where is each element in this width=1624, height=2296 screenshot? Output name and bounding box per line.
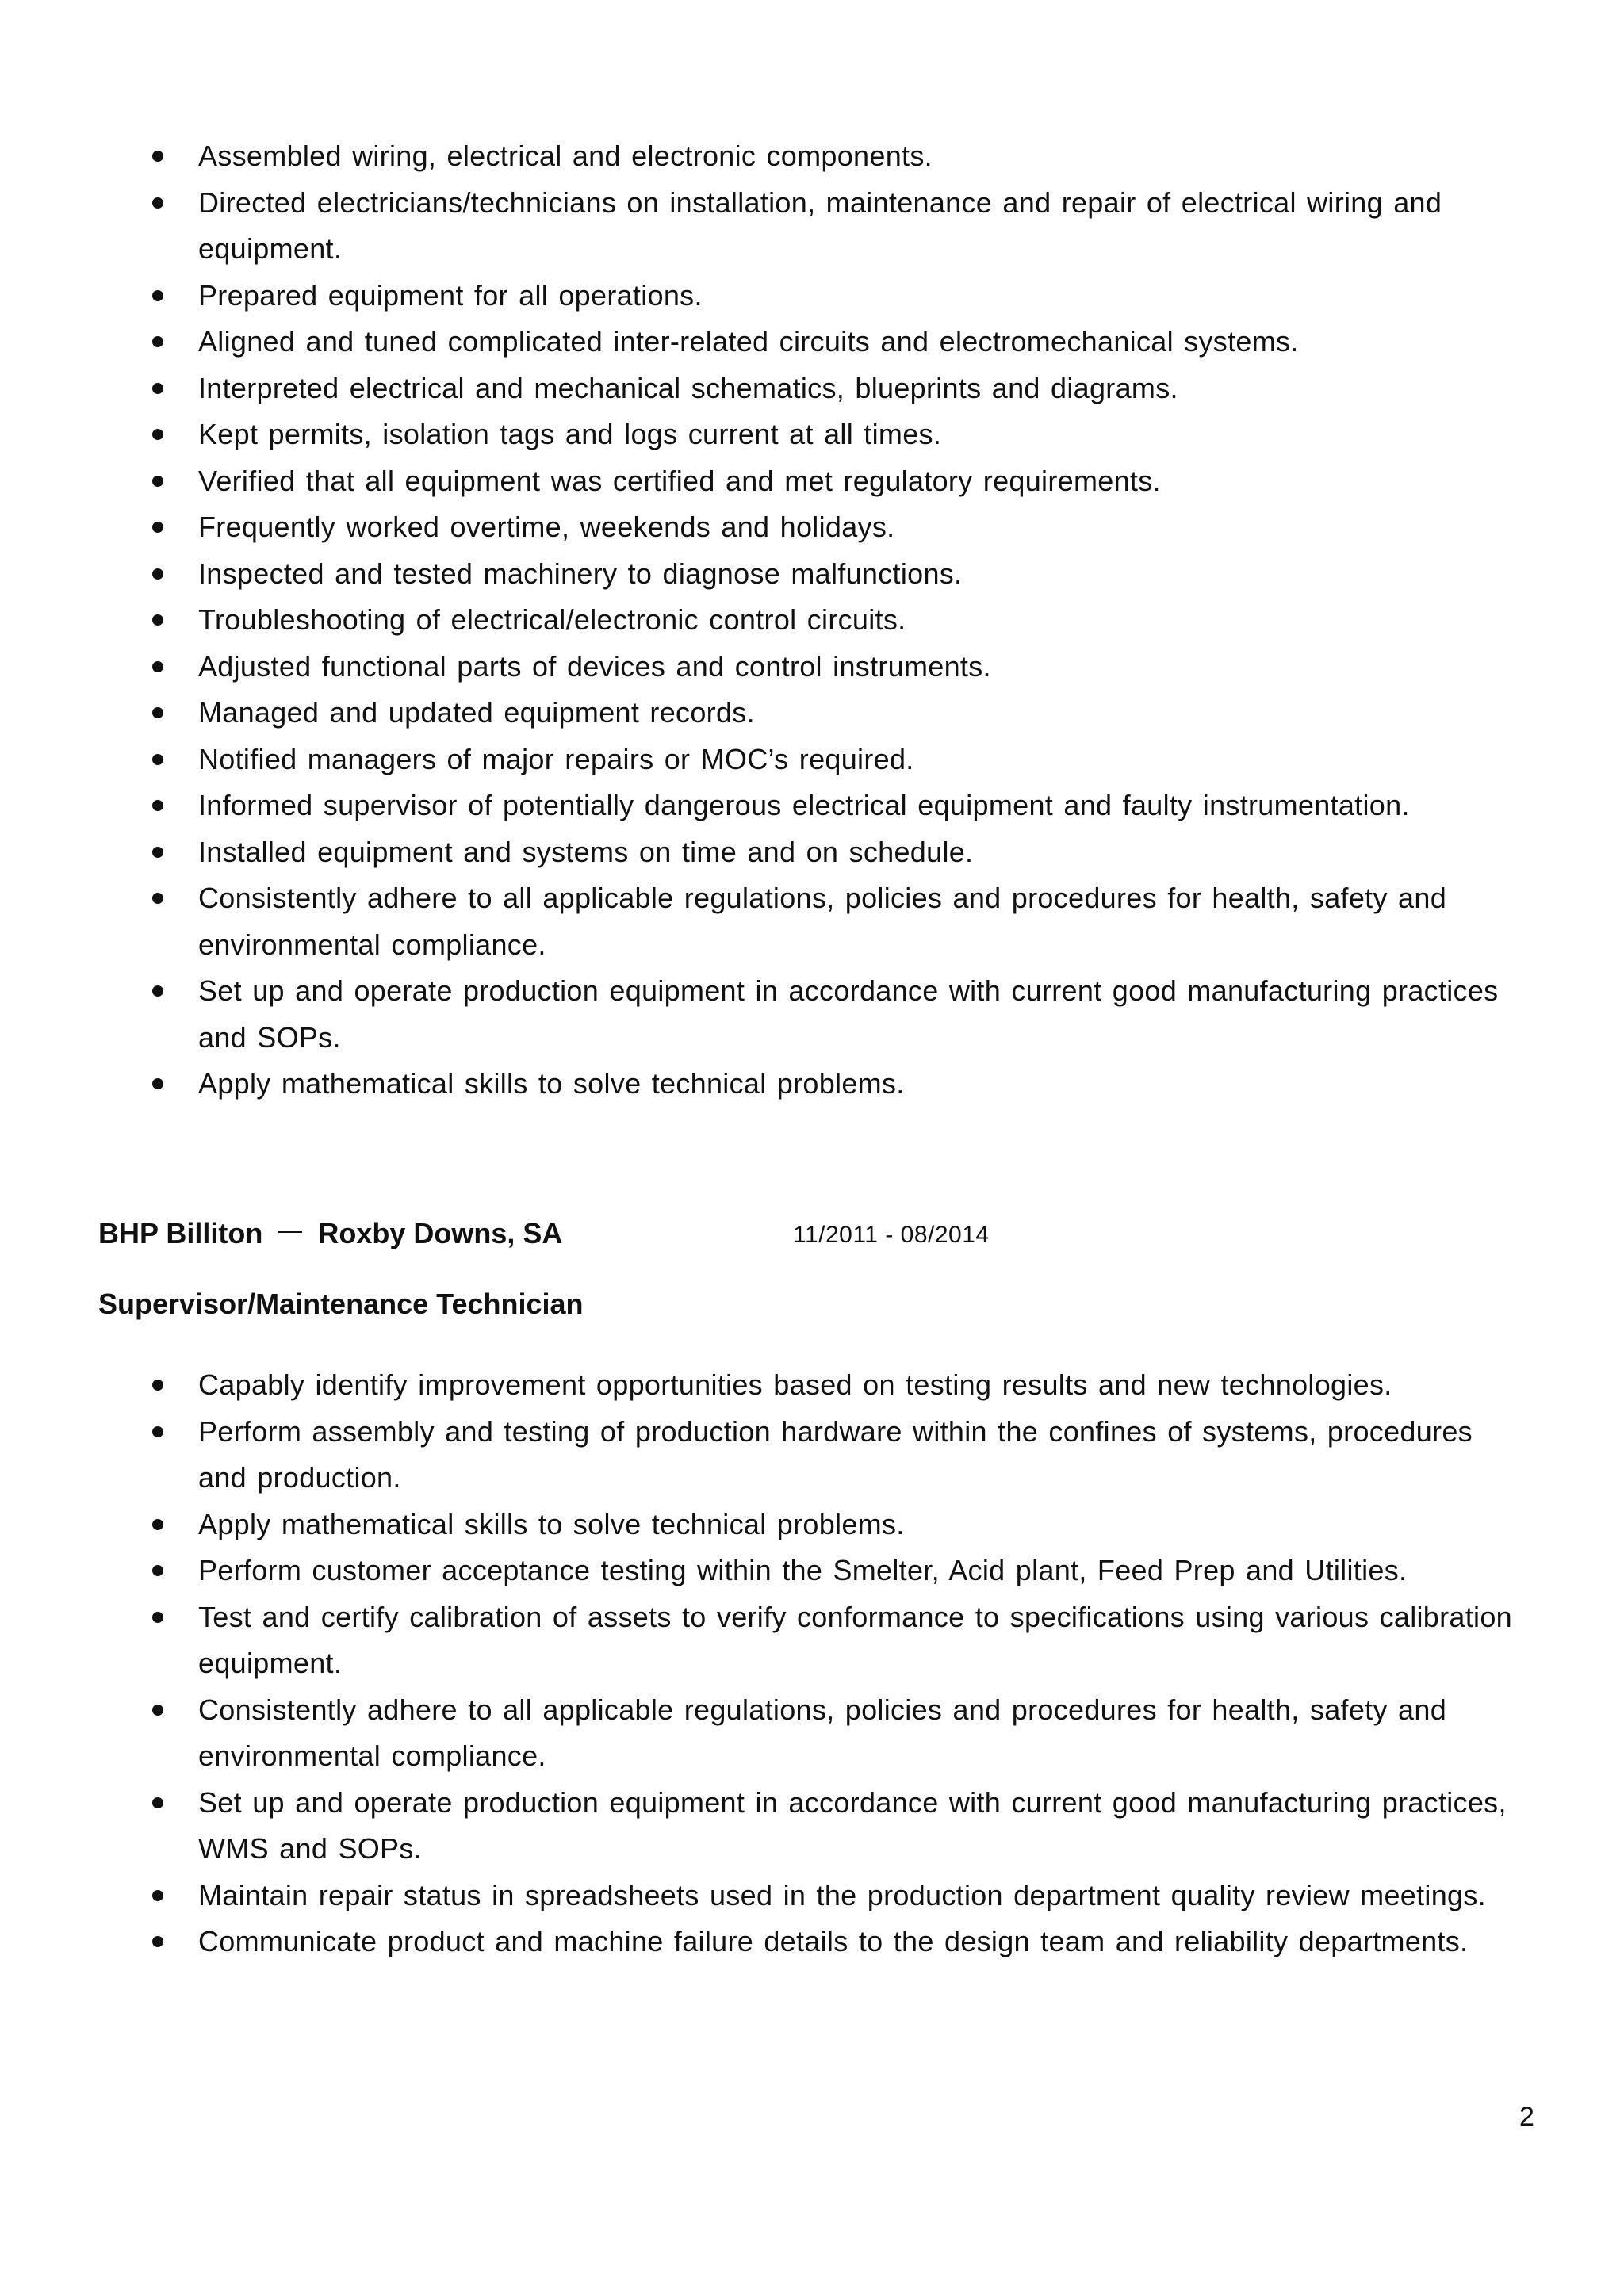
list-item [152,458,1516,505]
list-item-text: Apply mathematical skills to solve technical problems. [198,1067,905,1100]
list-item-text: Directed electricians/technicians on installation, maintenance and repair of electrical wiring and equipment. [198,186,1442,265]
bullet-icon [152,197,163,209]
duties-list-bhp [152,1362,1516,1965]
list-item-text: Perform assembly and testing of production hardware within the confines of systems, procedures and production. [198,1414,1473,1494]
list-item-text: Troubleshooting of electrical/electronic control circuits. [198,603,906,636]
duties-list-previous-role [152,133,1516,1108]
list-item-text: Communicate product and machine failure details to the design team and reliability departments. [198,1925,1469,1957]
list-item-text: Adjusted functional parts of devices and control instruments. [198,649,991,683]
bullet-icon [152,290,163,301]
list-item-text: Assembled wiring, electrical and electronic components. [198,140,933,172]
list-item [152,875,1516,968]
list-item [152,829,1516,876]
list-item [152,1873,1516,1919]
list-item-text: Kept permits, isolation tags and logs current at all times. [198,418,942,450]
bullet-icon [152,1936,163,1947]
list-item-text: Prepared equipment for all operations. [198,278,703,312]
bullet-icon [152,1078,163,1089]
bullet-icon [152,893,163,904]
list-item [152,968,1516,1061]
bullet-icon [152,1380,163,1391]
list-item-text: Informed supervisor of potentially dangerous electrical equipment and faulty instrumentation. [198,789,1410,821]
list-item [152,1687,1516,1780]
list-item-text: Set up and operate production equipment in accordance with current good manufacturing practices and SOPs. [198,974,1499,1054]
list-item-text: Notified managers of major repairs or MOC’s required. [198,742,914,775]
bullet-icon [152,661,163,672]
bullet-icon [152,1519,163,1530]
bullet-icon [152,429,163,440]
list-item-text: Apply mathematical skills to solve technical problems. [198,1507,905,1540]
list-item-text: Consistently adhere to all applicable regulations, policies and procedures for health, safety and environmental compliance. [198,1693,1447,1772]
bullet-icon [152,522,163,533]
bullet-icon [152,1705,163,1716]
bullet-icon [152,1890,163,1901]
list-item-text: Inspected and tested machinery to diagnose malfunctions. [198,557,963,590]
bullet-icon [152,614,163,626]
list-item [152,504,1516,551]
list-item [152,365,1516,412]
bullet-icon [152,847,163,858]
bullet-icon [152,707,163,718]
list-item-text: Maintain repair status in spreadsheets used in the production department quality review meetings. [198,1878,1486,1911]
list-item-text: Consistently adhere to all applicable regulations, policies and procedures for health, safety and environmental compliance. [198,882,1447,961]
company-name: BHP Billiton [98,1217,263,1249]
list-item [152,319,1516,365]
list-item [152,273,1516,320]
list-item [152,597,1516,644]
list-item-text: Interpreted electrical and mechanical schematics, blueprints and diagrams. [198,371,1178,404]
list-item-text: Capably identify improvement opportunities based on testing results and new technologies. [198,1368,1392,1401]
list-item-text: Test and certify calibration of assets to verify conformance to specifications using various calibration equipment. [198,1600,1512,1679]
bullet-icon [152,985,163,997]
list-item [152,737,1516,783]
list-item [152,1502,1516,1548]
job-location: Roxby Downs, SA [318,1217,563,1249]
list-item [152,644,1516,691]
bullet-icon [152,476,163,487]
list-item [152,411,1516,458]
list-item-text: Set up and operate production equipment in accordance with current good manufacturing practices, WMS and SOPs. [198,1785,1507,1865]
list-item-text: Installed equipment and systems on time and on schedule. [198,835,974,868]
bullet-icon [152,151,163,162]
list-item [152,551,1516,598]
bullet-icon [152,1426,163,1437]
job-header [98,1214,562,1253]
page-number: 2 [1519,2102,1534,2132]
list-item-text: Verified that all equipment was certified and met regulatory requirements. [198,464,1161,497]
list-item [152,1061,1516,1108]
dash-separator [278,1231,302,1233]
bullet-icon [152,800,163,811]
bullet-icon [152,754,163,765]
list-item [152,1919,1516,1965]
list-item [152,690,1516,737]
list-item [152,1409,1516,1502]
bullet-icon [152,383,163,394]
list-item [152,180,1516,273]
job-title: Supervisor/Maintenance Technician [98,1288,584,1320]
list-item [152,783,1516,829]
list-item-text: Frequently worked overtime, weekends and holidays. [198,511,895,543]
list-item-text: Aligned and tuned complicated inter-related circuits and electromechanical systems. [198,325,1299,358]
list-item-text: Perform customer acceptance testing within the Smelter, Acid plant, Feed Prep and Utilities. [198,1554,1408,1586]
bullet-icon [152,1797,163,1808]
bullet-icon [152,1565,163,1576]
bullet-icon [152,336,163,347]
bullet-icon [152,568,163,580]
list-item [152,1780,1516,1873]
list-item [152,1362,1516,1409]
bullet-icon [152,1612,163,1623]
list-item [152,1548,1516,1594]
list-item-text: Managed and updated equipment records. [198,696,755,729]
list-item [152,133,1516,180]
list-item [152,1594,1516,1687]
job-dates: 11/2011 - 08/2014 [793,1222,990,1248]
